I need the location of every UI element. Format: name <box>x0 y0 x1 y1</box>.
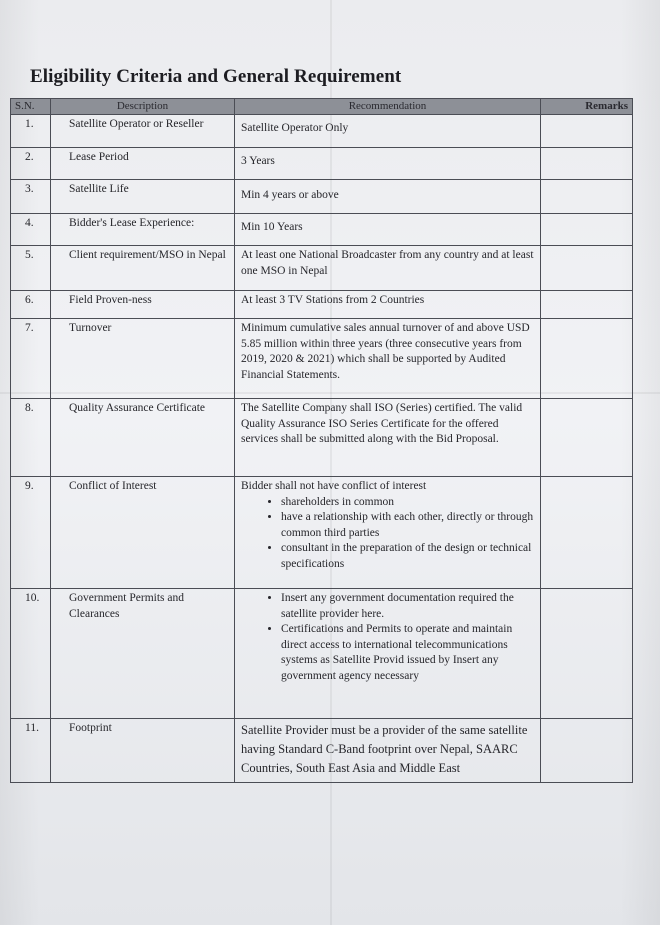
row-sn: 10. <box>11 589 51 719</box>
row-recommendation: Minimum cumulative sales annual turnover of and above USD 5.85 million within three years (three consecutive years from 2019, 2020 & 2021) which shall be supported by Audited Financial Statements. <box>235 319 541 399</box>
row-recommendation: Min 10 Years <box>235 214 541 246</box>
header-sn: S.N. <box>11 99 51 115</box>
row-recommendation: The Satellite Company shall ISO (Series) certified. The valid Quality Assurance ISO Series Certificate for the offered services shall be submitted along with the Bid Proposal. <box>235 399 541 477</box>
row-sn: 3. <box>11 180 51 214</box>
row-remarks <box>541 719 633 783</box>
row-description: Quality Assurance Certificate <box>51 399 235 477</box>
bullet-item: • shareholders in common <box>281 495 536 511</box>
row-description: Bidder's Lease Experience: <box>51 214 235 246</box>
row-description: Government Permits and Clearances <box>51 589 235 719</box>
recommendation-intro: Bidder shall not have conflict of interest <box>241 480 427 492</box>
header-remarks: Remarks <box>541 99 633 115</box>
row-sn: 11. <box>11 719 51 783</box>
row-description: Footprint <box>51 719 235 783</box>
header-recommendation: Recommendation <box>235 99 541 115</box>
row-description: Client requirement/MSO in Nepal <box>51 246 235 291</box>
row-description: Turnover <box>51 319 235 399</box>
table-row <box>11 589 633 719</box>
row-recommendation: Satellite Provider must be a provider of the same satellite having Standard C-Band footprint over Nepal, SAARC Countries, South East Asia and Middle East <box>235 719 541 783</box>
row-sn: 4. <box>11 214 51 246</box>
row-remarks <box>541 589 633 719</box>
table-row <box>11 319 633 399</box>
row-sn: 2. <box>11 148 51 180</box>
bullet-item: • consultant in the preparation of the design or technical specifications <box>281 541 536 572</box>
row-remarks <box>541 246 633 291</box>
row-sn: 7. <box>11 319 51 399</box>
table-row <box>11 719 633 783</box>
row-recommendation <box>235 589 541 719</box>
row-remarks <box>541 214 633 246</box>
table-row <box>11 291 633 319</box>
table-row <box>11 115 633 148</box>
document-title: Eligibility Criteria and General Requirement <box>30 66 402 87</box>
eligibility-table <box>10 98 633 783</box>
row-description: Lease Period <box>51 148 235 180</box>
row-recommendation <box>235 477 541 589</box>
row-sn: 5. <box>11 246 51 291</box>
row-recommendation: At least 3 TV Stations from 2 Countries <box>235 291 541 319</box>
row-description: Satellite Life <box>51 180 235 214</box>
row-remarks <box>541 148 633 180</box>
table-row <box>11 399 633 477</box>
bullet-item: • Certifications and Permits to operate and maintain direct access to international telecommunications systems as Satellite Provid issued by Insert any government agency necessary <box>281 622 536 684</box>
recommendation-bullet-list <box>241 591 536 684</box>
row-remarks <box>541 399 633 477</box>
row-recommendation: Satellite Operator Only <box>235 115 541 148</box>
table-row <box>11 246 633 291</box>
bullet-item: • Insert any government documentation required the satellite provider here. <box>281 591 536 622</box>
table-row <box>11 180 633 214</box>
row-sn: 6. <box>11 291 51 319</box>
row-sn: 8. <box>11 399 51 477</box>
row-description: Satellite Operator or Reseller <box>51 115 235 148</box>
row-remarks <box>541 115 633 148</box>
row-remarks <box>541 291 633 319</box>
row-remarks <box>541 477 633 589</box>
recommendation-bullet-list <box>241 495 536 573</box>
bullet-item: • have a relationship with each other, directly or through common third parties <box>281 510 536 541</box>
table-header-row <box>11 99 633 115</box>
row-remarks <box>541 319 633 399</box>
header-description: Description <box>51 99 235 115</box>
row-recommendation: Min 4 years or above <box>235 180 541 214</box>
row-description: Field Proven-ness <box>51 291 235 319</box>
row-recommendation: 3 Years <box>235 148 541 180</box>
table-row <box>11 148 633 180</box>
row-remarks <box>541 180 633 214</box>
row-sn: 1. <box>11 115 51 148</box>
row-description: Conflict of Interest <box>51 477 235 589</box>
row-recommendation: At least one National Broadcaster from any country and at least one MSO in Nepal <box>235 246 541 291</box>
row-sn: 9. <box>11 477 51 589</box>
table-row <box>11 477 633 589</box>
table-row <box>11 214 633 246</box>
